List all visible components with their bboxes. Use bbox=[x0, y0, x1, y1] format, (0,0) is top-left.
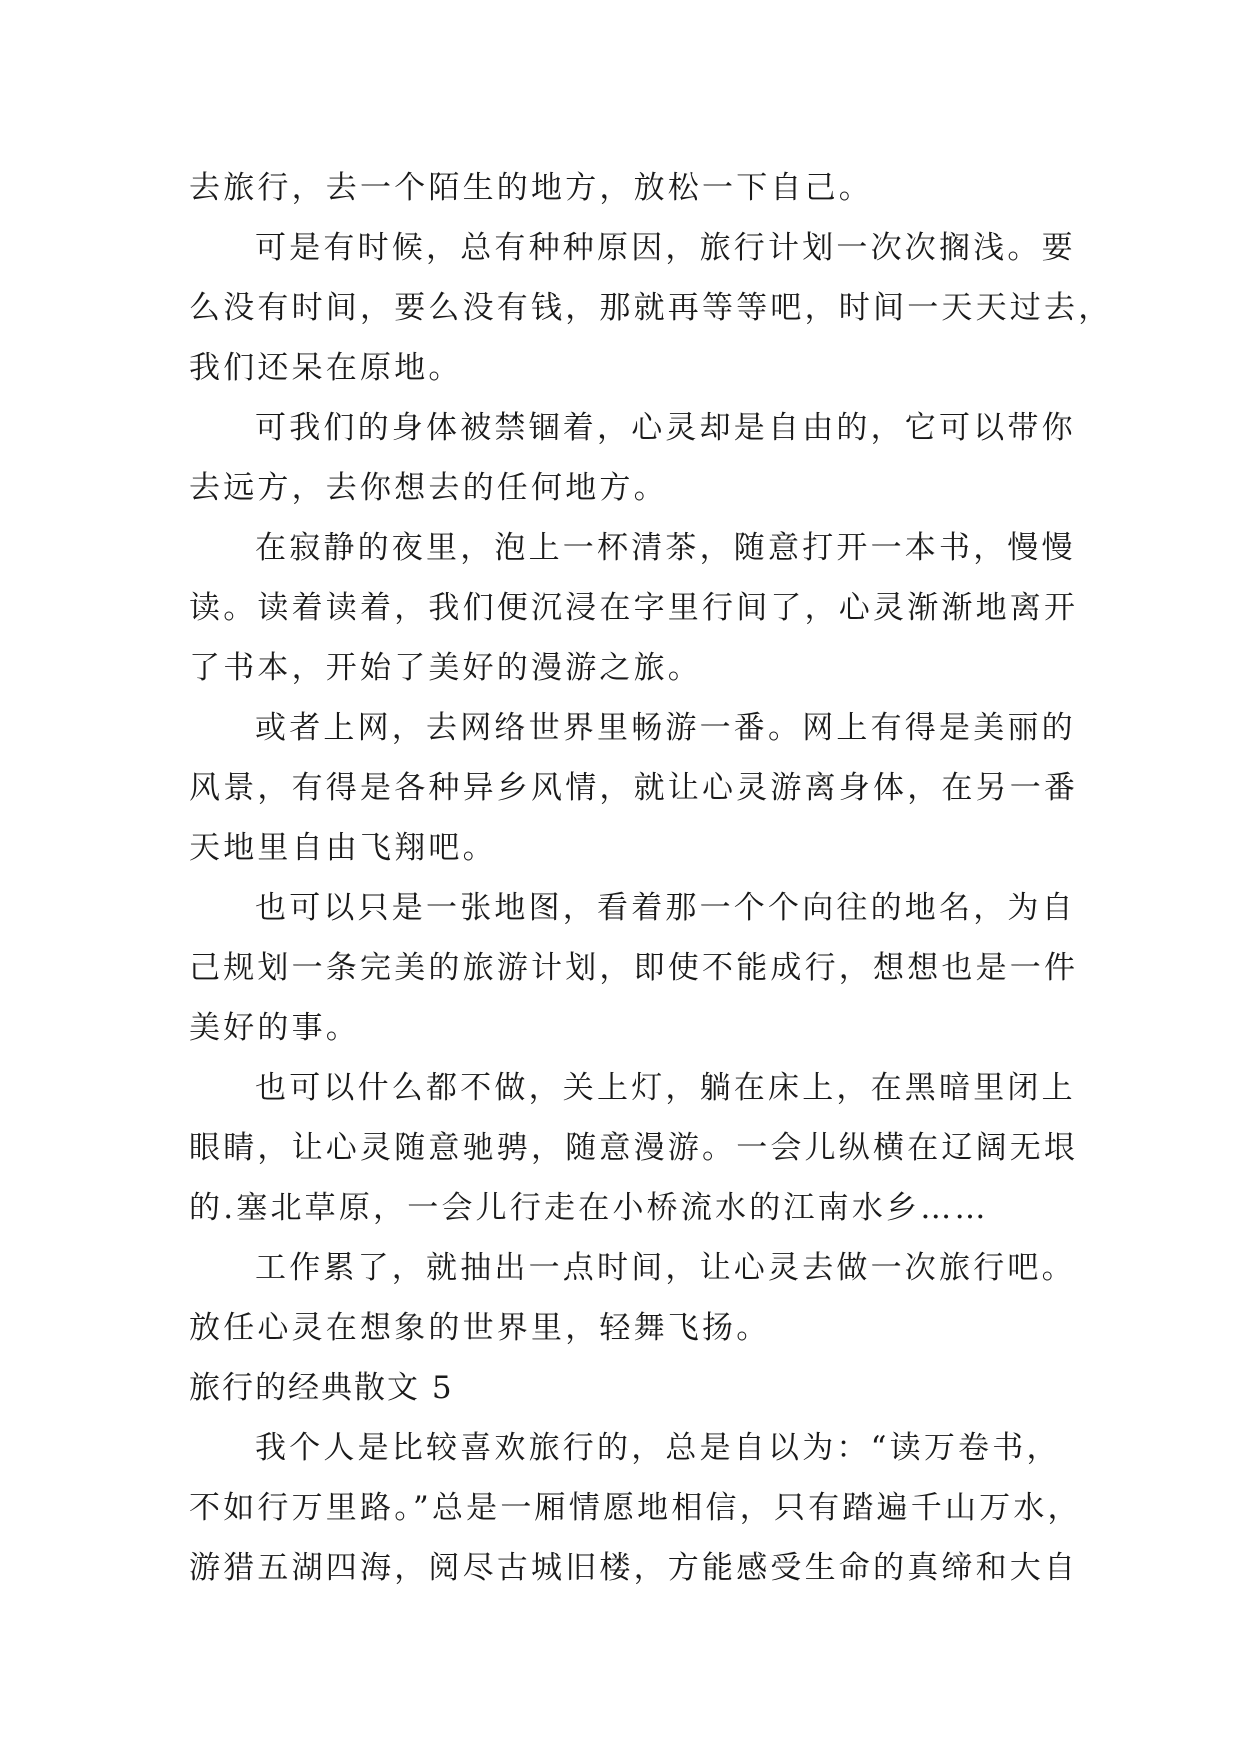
text-line: 读。读着读着，我们便沉浸在字里行间了，心灵渐渐地离开 bbox=[189, 590, 1079, 626]
text-line: 风景，有得是各种异乡风情，就让心灵游离身体，在另一番 bbox=[189, 770, 1079, 806]
text-line: 游猎五湖四海，阅尽古城旧楼，方能感受生命的真缔和大自 bbox=[189, 1550, 1079, 1586]
text-line: 美好的事。 bbox=[189, 1010, 360, 1046]
paragraph-first-line: 也可以什么都不做，关上灯，躺在床上，在黑暗里闭上 bbox=[255, 1070, 1076, 1106]
text-line: 己规划一条完美的旅游计划，即使不能成行，想想也是一件 bbox=[189, 950, 1079, 986]
text-line: 的.塞北草原，一会儿行走在小桥流水的江南水乡…… bbox=[189, 1190, 989, 1226]
text-line: 我们还呆在原地。 bbox=[189, 350, 463, 386]
text-line: 么没有时间，要么没有钱，那就再等等吧，时间一天天过去， bbox=[189, 290, 1113, 326]
text-line: 去远方，去你想去的任何地方。 bbox=[189, 470, 668, 506]
text-line: 眼睛，让心灵随意驰骋，随意漫游。一会儿纵横在辽阔无垠 bbox=[189, 1130, 1079, 1166]
article-body bbox=[189, 158, 1113, 1598]
text-line: 天地里自由飞翔吧。 bbox=[189, 830, 497, 866]
paragraph-first-line: 可我们的身体被禁锢着，心灵却是自由的，它可以带你 bbox=[255, 410, 1076, 446]
text-line: 去旅行，去一个陌生的地方，放松一下自己。 bbox=[189, 170, 873, 206]
paragraph-first-line: 可是有时候，总有种种原因，旅行计划一次次搁浅。要 bbox=[255, 230, 1076, 266]
text-line: 不如行万里路。”总是一厢情愿地相信，只有踏遍千山万水， bbox=[189, 1490, 1082, 1526]
text-line: 了书本，开始了美好的漫游之旅。 bbox=[189, 650, 702, 686]
paragraph-first-line: 或者上网，去网络世界里畅游一番。网上有得是美丽的 bbox=[255, 710, 1076, 746]
paragraph-first-line: 也可以只是一张地图，看着那一个个向往的地名，为自 bbox=[255, 890, 1076, 926]
paragraph-first-line: 工作累了，就抽出一点时间，让心灵去做一次旅行吧。 bbox=[255, 1250, 1076, 1286]
text-line: 放任心灵在想象的世界里，轻舞飞扬。 bbox=[189, 1310, 771, 1346]
paragraph-first-line: 我个人是比较喜欢旅行的，总是自以为：“读万卷书， bbox=[255, 1430, 1061, 1466]
section-heading: 旅行的经典散文 5 bbox=[189, 1370, 454, 1406]
paragraph-first-line: 在寂静的夜里，泡上一杯清茶，随意打开一本书，慢慢 bbox=[255, 530, 1076, 566]
